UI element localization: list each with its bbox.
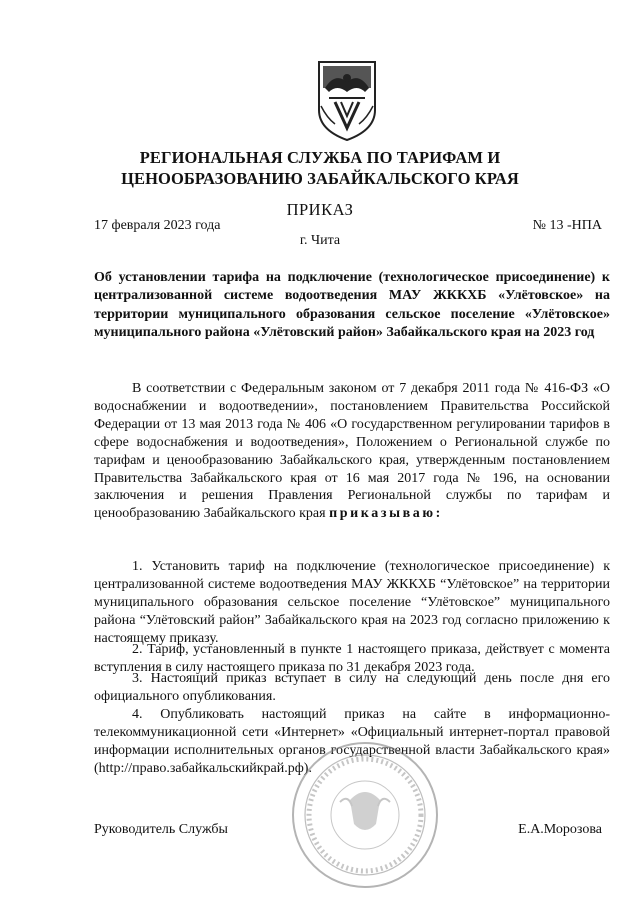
order-item-1: 1. Установить тариф на подключение (технологическое присоединение) к централизованной системе водоотведения МАУ ЖККХБ “Улётовское” на территории муниципального образования сельское поселение “Улётовское” муниципального района “Улётовский район” Забайкальского края на 2023 год согласно приложению к настоящему приказу.	[94, 559, 610, 646]
order-item-2: 2. Тариф, установленный в пункте 1 настоящего приказа, действует с момента вступления в силу настоящего приказа по 31 декабря 2023 года.	[94, 642, 610, 675]
order-item-4: 4. Опубликовать настоящий приказ на сайте в информационно-телекоммуникационной сети «Интернет» «Официальный интернет-портал правовой информации исполнительных органов государственной власти Забайкальского края» (http://право.забайкальскийкрай.рф).	[94, 707, 610, 776]
official-seal-icon	[290, 740, 440, 890]
document-city: г. Чита	[299, 233, 341, 248]
organization-name-line1: РЕГИОНАЛЬНАЯ СЛУЖБА ПО ТАРИФАМ И	[139, 148, 501, 167]
signatory-position: Руководитель Службы	[94, 822, 228, 837]
document-number: № 13 -НПА	[532, 218, 602, 233]
document-date: 17 февраля 2023 года	[94, 218, 221, 233]
decree-word: приказываю:	[329, 506, 443, 522]
organization-name-line2: ЦЕНООБРАЗОВАНИЮ ЗАБАЙКАЛЬСКОГО КРАЯ	[121, 169, 519, 188]
order-item-3: 3. Настоящий приказ вступает в силу на следующий день после дня его официального опубликования.	[94, 671, 610, 704]
document-type: ПРИКАЗ	[286, 200, 354, 219]
intro-text: В соответствии с Федеральным законом от 7 декабря 2011 года № 416-ФЗ «О водоснабжении и водоотведении», постановлением Правительства Российской Федерации от 13 мая 2013 года № 406 «О государственном регулировании тарифов в сфере водоснабжения и водоотведения», Положением о Региональной службе по тарифам и ценообразованию Забайкальского края, утвержденным постановлением Правительства Забайкальского края от 16 мая 2017 года № 196, на основании заключения и решения Правления Региональной службы по тарифам и ценообразованию Забайкальского края	[94, 381, 610, 522]
intro-paragraph	[94, 380, 610, 523]
coat-of-arms-icon	[315, 58, 379, 142]
document-title: Об установлении тарифа на подключение (технологическое присоединение) к централизованной системе водоотведения МАУ ЖККХБ «Улётовское» на территории муниципального образования сельское поселение «Улётовское» муниципального района «Улётовский район» Забайкальского края на 2023 год	[94, 270, 610, 340]
signatory-name: Е.А.Морозова	[518, 822, 602, 837]
